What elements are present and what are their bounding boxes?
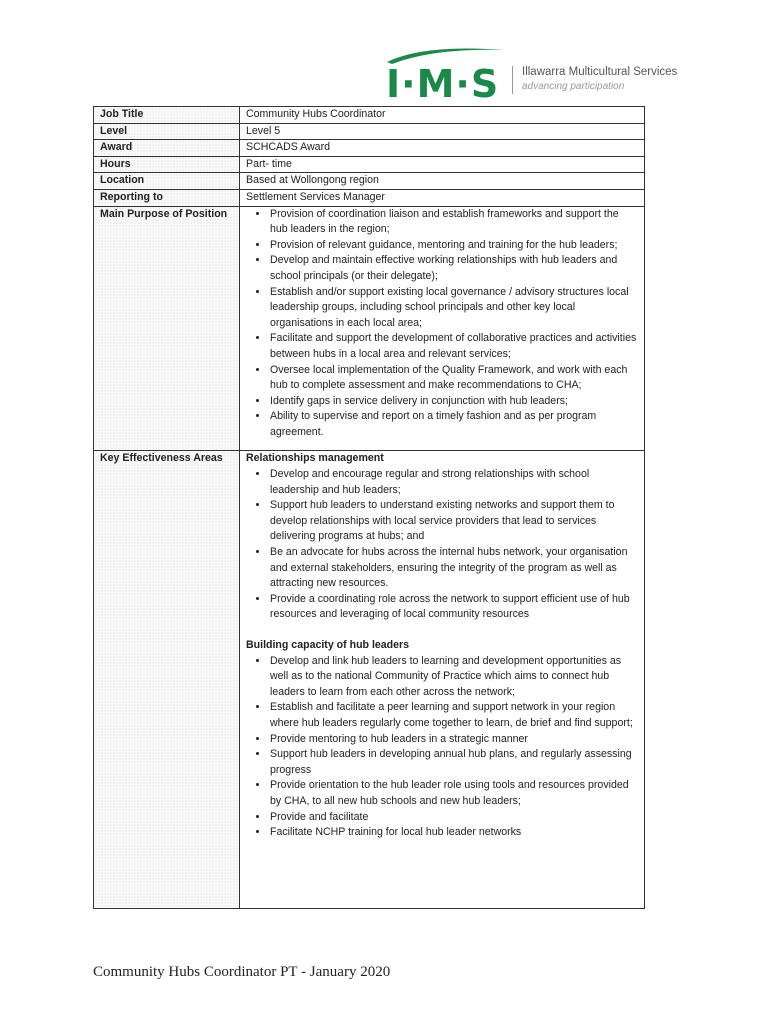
table-row xyxy=(94,173,645,190)
job-description-table xyxy=(93,106,645,909)
list-item: • Establish and/or support existing local governance / advisory structures local leadership groups, including school principals and other key local organisations in each local area; xyxy=(269,285,638,332)
key-areas-value xyxy=(240,451,645,909)
hours-value: Part- time xyxy=(240,156,645,173)
table-row xyxy=(94,140,645,157)
job-title-label: Job Title xyxy=(94,107,240,124)
list-item: • Develop and link hub leaders to learning and development opportunities as well as to the national Community of Practice which aims to connect hub leaders to learn from each other across the network; xyxy=(269,654,638,701)
location-label: Location xyxy=(94,173,240,190)
table-row xyxy=(94,123,645,140)
list-item: • Provision of coordination liaison and establish frameworks and support the hub leaders in the region; xyxy=(269,207,638,238)
org-name: Illawarra Multicultural Services xyxy=(522,66,678,78)
award-label: Award xyxy=(94,140,240,157)
purpose-value xyxy=(240,206,645,451)
job-title-value: Community Hubs Coordinator xyxy=(240,107,645,124)
list-item: • Facilitate NCHP training for local hub leader networks xyxy=(269,825,638,841)
table-row xyxy=(94,206,645,451)
list-item: • Provision of relevant guidance, mentoring and training for the hub leaders; xyxy=(269,238,638,254)
reporting-value: Settlement Services Manager xyxy=(240,189,645,206)
page-footer: Community Hubs Coordinator PT - January 2020 xyxy=(93,964,391,980)
list-item: • Provide mentoring to hub leaders in a strategic manner xyxy=(269,732,638,748)
table-row xyxy=(94,156,645,173)
table-row xyxy=(94,451,645,909)
level-value: Level 5 xyxy=(240,123,645,140)
purpose-list xyxy=(246,207,638,441)
relationships-heading: Relationships management xyxy=(246,452,384,465)
hours-label: Hours xyxy=(94,156,240,173)
capacity-heading: Building capacity of hub leaders xyxy=(246,639,410,651)
list-item: • Support hub leaders to understand existing networks and support them to develop relationships with local service providers that lead to services delivering programs at hubs; and xyxy=(269,498,638,545)
ims-logo xyxy=(384,46,684,106)
list-item: • Be an advocate for hubs across the internal hubs network, your organisation and external stakeholders, ensuring the integrity of the program as well as attracting new resources. xyxy=(269,545,638,592)
logo-mark: I·M·S xyxy=(386,62,500,106)
list-item: • Establish and facilitate a peer learning and support network in your region where hub leaders regularly come together to learn, de brief and find support; xyxy=(269,700,638,731)
list-item: • Oversee local implementation of the Quality Framework, and work with each hub to complete assessment and make recommendations to CHA; xyxy=(269,363,638,394)
list-item: • Provide and facilitate xyxy=(269,810,638,826)
relationships-list xyxy=(246,467,638,623)
table-row xyxy=(94,107,645,124)
list-item: • Facilitate and support the development of collaborative practices and activities between hubs in a local area and relevant services; xyxy=(269,331,638,362)
list-item: • Support hub leaders in developing annual hub plans, and regularly assessing progress xyxy=(269,747,638,778)
list-item: • Identify gaps in service delivery in conjunction with hub leaders; xyxy=(269,394,638,410)
reporting-label: Reporting to xyxy=(94,189,240,206)
table-row xyxy=(94,189,645,206)
list-item: • Develop and maintain effective working relationships with hub leaders and school principals (or their delegate); xyxy=(269,253,638,284)
section-gap xyxy=(246,623,638,638)
list-item: • Provide a coordinating role across the network to support efficient use of hub resources and leveraging of local community resources xyxy=(269,592,638,623)
list-item: • Develop and encourage regular and strong relationships with school leadership and hub leaders; xyxy=(269,467,638,498)
level-label: Level xyxy=(94,123,240,140)
award-value: SCHCADS Award xyxy=(240,140,645,157)
logo-divider xyxy=(512,66,513,94)
capacity-list xyxy=(246,654,638,841)
list-item: • Provide orientation to the hub leader role using tools and resources provided by CHA, to all new hub schools and new hub leaders; xyxy=(269,778,638,809)
list-item: • Ability to supervise and report on a timely fashion and as per program agreement. xyxy=(269,409,638,440)
org-tagline: advancing participation xyxy=(522,81,625,92)
purpose-label: Main Purpose of Position xyxy=(94,206,240,451)
key-areas-label: Key Effectiveness Areas xyxy=(94,451,240,909)
location-value: Based at Wollongong region xyxy=(240,173,645,190)
